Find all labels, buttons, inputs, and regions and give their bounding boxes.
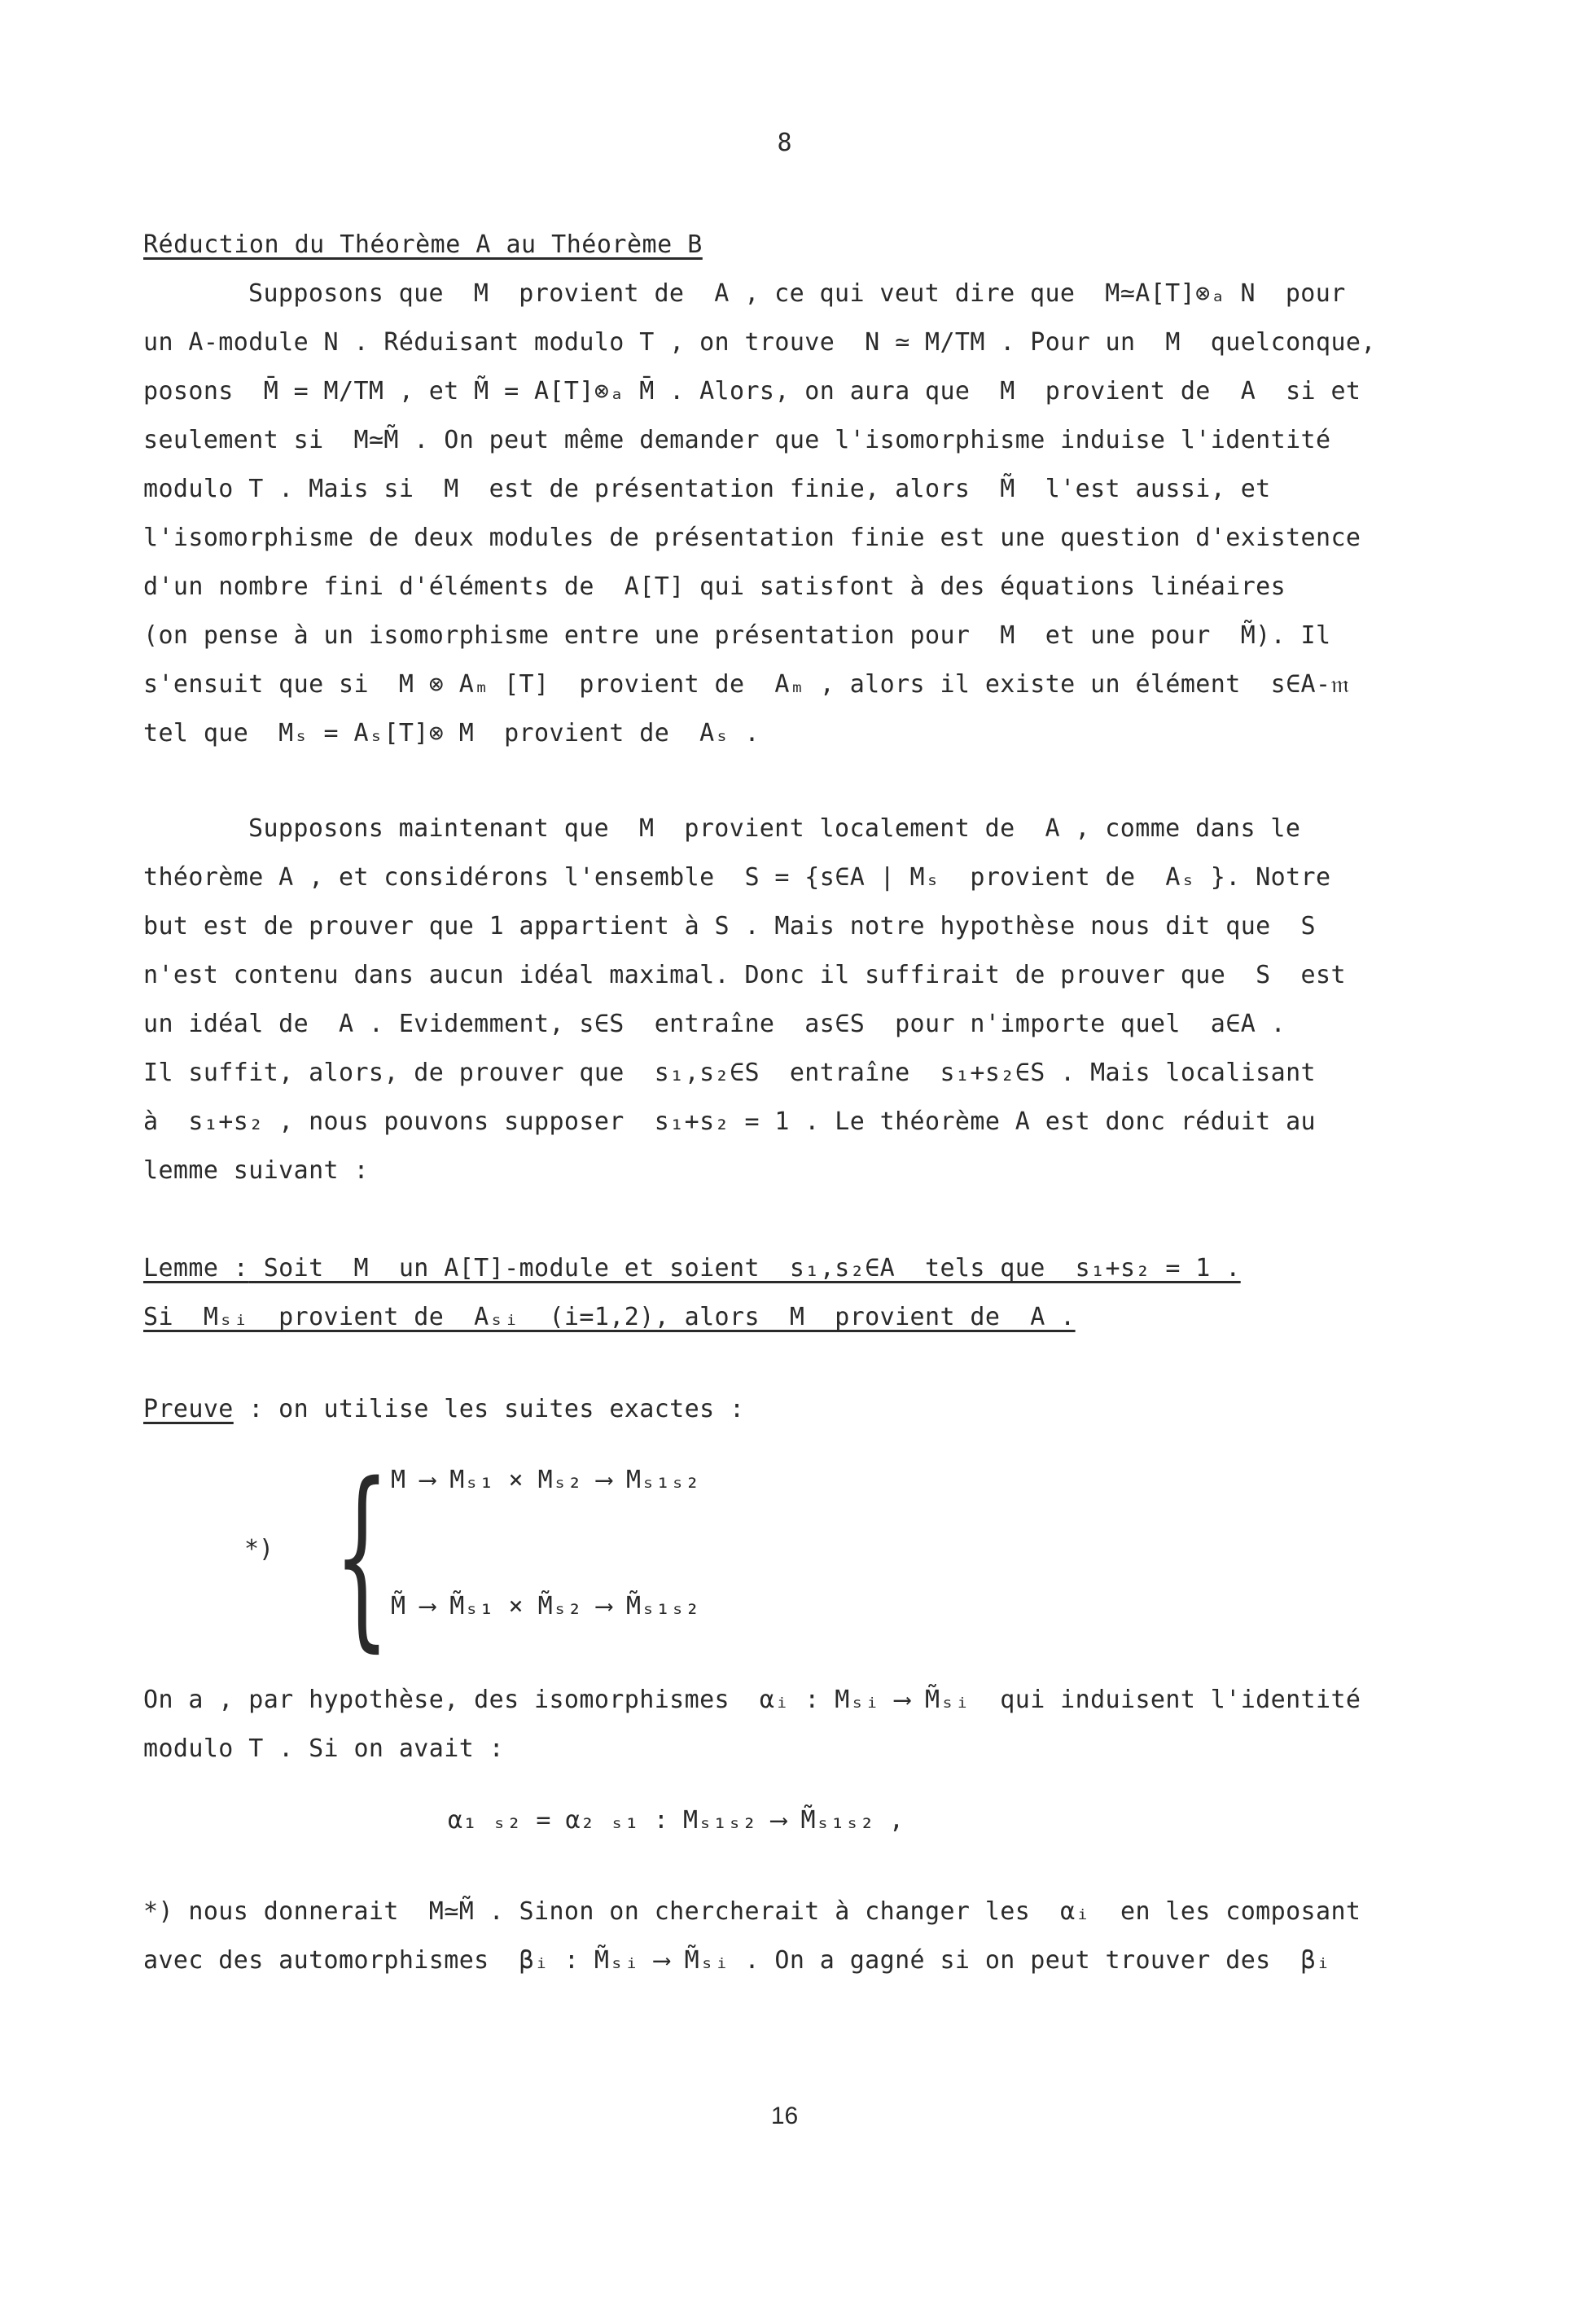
sequence-row-1: M ⟶ Mₛ₁ × Mₛ₂ ⟶ Mₛ₁ₛ₂ <box>391 1466 700 1494</box>
text-line: modulo T . Si on avait : <box>143 1734 505 1763</box>
text-line: d'un nombre fini d'éléments de A[T] qui satisfont à des équations linéaires <box>143 572 1286 601</box>
proof-intro-text: : on utilise les suites exactes : <box>233 1395 745 1423</box>
text-line: Supposons que M provient de A , ce qui veut dire que M≃A[T]⊗ₐ N pour <box>248 279 1346 308</box>
text-line: Il suffit, alors, de prouver que s₁,s₂∈S entraîne s₁+s₂∈S . Mais localisant <box>143 1059 1316 1087</box>
text-line: Supposons maintenant que M provient localement de A , comme dans le <box>248 814 1301 843</box>
lemma-statement <box>143 1254 1430 1283</box>
text-line: *) nous donnerait M≃M̃ . Sinon on chercherait à changer les αᵢ en les composant <box>143 1897 1361 1926</box>
text-line: à s₁+s₂ , nous pouvons supposer s₁+s₂ = 1 . Le théorème A est donc réduit au <box>143 1107 1316 1136</box>
text-line: posons M̄ = M/TM , et M̃ = A[T]⊗ₐ M̄ . Alors, on aura que M provient de A si et <box>143 377 1361 406</box>
text-line: théorème A , et considérons l'ensemble S = {s∈A | Mₛ provient de Aₛ }. Notre <box>143 863 1331 892</box>
lemma-line-1: Soit M un A[T]-module et soient s₁,s₂∈A tels que s₁+s₂ = 1 . <box>248 1254 1241 1283</box>
text-line: un A-module N . Réduisant modulo T , on trouve N ≃ M/TM . Pour un M quelconque, <box>143 328 1376 357</box>
lemma-label: Lemme : <box>143 1254 249 1283</box>
sequence-row-2: M̃ ⟶ M̃ₛ₁ × M̃ₛ₂ ⟶ M̃ₛ₁ₛ₂ <box>391 1592 700 1620</box>
page-number-top: 8 <box>777 129 792 157</box>
proof-intro <box>143 1395 1430 1423</box>
lemma-line-2: Si Mₛᵢ provient de Aₛᵢ (i=1,2), alors M provient de A . <box>143 1303 1076 1331</box>
compatibility-formula: α₁ ₛ₂ = α₂ ₛ₁ : Mₛ₁ₛ₂ ⟶ M̃ₛ₁ₛ₂ , <box>448 1806 904 1835</box>
text-line: modulo T . Mais si M est de présentation finie, alors M̃ l'est aussi, et <box>143 475 1271 503</box>
exact-sequences-diagram <box>244 1441 977 1669</box>
page-number-bottom: 16 <box>770 2103 799 2129</box>
text-line: lemme suivant : <box>143 1156 369 1185</box>
diagram-marker: *) <box>244 1535 274 1563</box>
section-heading: Réduction du Théorème A au Théorème B <box>143 230 703 259</box>
text-line: un idéal de A . Evidemment, s∈S entraîne as∈S pour n'importe quel a∈A . <box>143 1010 1286 1038</box>
text-line: n'est contenu dans aucun idéal maximal. Donc il suffirait de prouver que S est <box>143 961 1346 989</box>
left-brace: { <box>334 1441 390 1669</box>
text-line: s'ensuit que si M ⊗ Aₘ [T] provient de Aₘ , alors il existe un élément s∈A-𝔪 <box>143 670 1350 699</box>
text-line: but est de prouver que 1 appartient à S . Mais notre hypothèse nous dit que S <box>143 912 1316 941</box>
text-line: (on pense à un isomorphisme entre une présentation pour M et une pour M̃). Il <box>143 621 1331 650</box>
text-line: l'isomorphisme de deux modules de présentation finie est une question d'existence <box>143 524 1361 552</box>
text-line: seulement si M≃M̃ . On peut même demander que l'isomorphisme induise l'identité <box>143 426 1331 454</box>
text-line: avec des automorphismes βᵢ : M̃ₛᵢ ⟶ M̃ₛᵢ . On a gagné si on peut trouver des βᵢ <box>143 1946 1331 1975</box>
text-line: On a , par hypothèse, des isomorphismes αᵢ : Mₛᵢ ⟶ M̃ₛᵢ qui induisent l'identité <box>143 1686 1361 1714</box>
text-line: tel que Mₛ = Aₛ[T]⊗ M provient de Aₛ . <box>143 719 760 748</box>
proof-label: Preuve <box>143 1395 234 1423</box>
